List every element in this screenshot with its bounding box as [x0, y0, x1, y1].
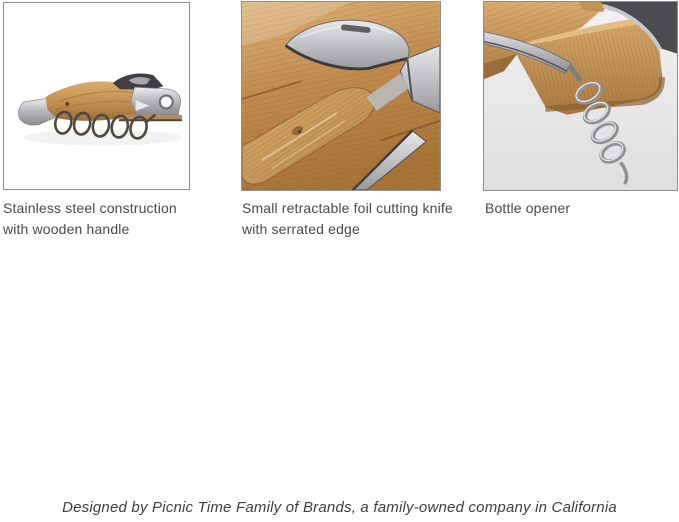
brand-footer-text: Designed by Picnic Time Family of Brands, a family-owned company in California	[62, 499, 617, 516]
caption-line: Small retractable foil cutting knife	[242, 200, 453, 216]
image-caption-1	[3, 198, 233, 240]
caption-line: with serrated edge	[242, 221, 360, 237]
caption-line: Stainless steel construction	[3, 200, 177, 216]
product-image-panel-3	[483, 1, 678, 191]
image-caption-2	[242, 198, 482, 240]
corkscrew-side-view-photo	[4, 3, 189, 189]
caption-line: Bottle opener	[485, 200, 571, 216]
product-image-panel-1	[3, 2, 190, 190]
corkscrew-spiral-closeup-photo	[484, 2, 677, 190]
caption-line: with wooden handle	[3, 221, 130, 237]
image-caption-3	[485, 198, 677, 219]
product-image-panel-2	[241, 1, 441, 191]
foil-cutting-knife-closeup-photo	[242, 2, 440, 190]
